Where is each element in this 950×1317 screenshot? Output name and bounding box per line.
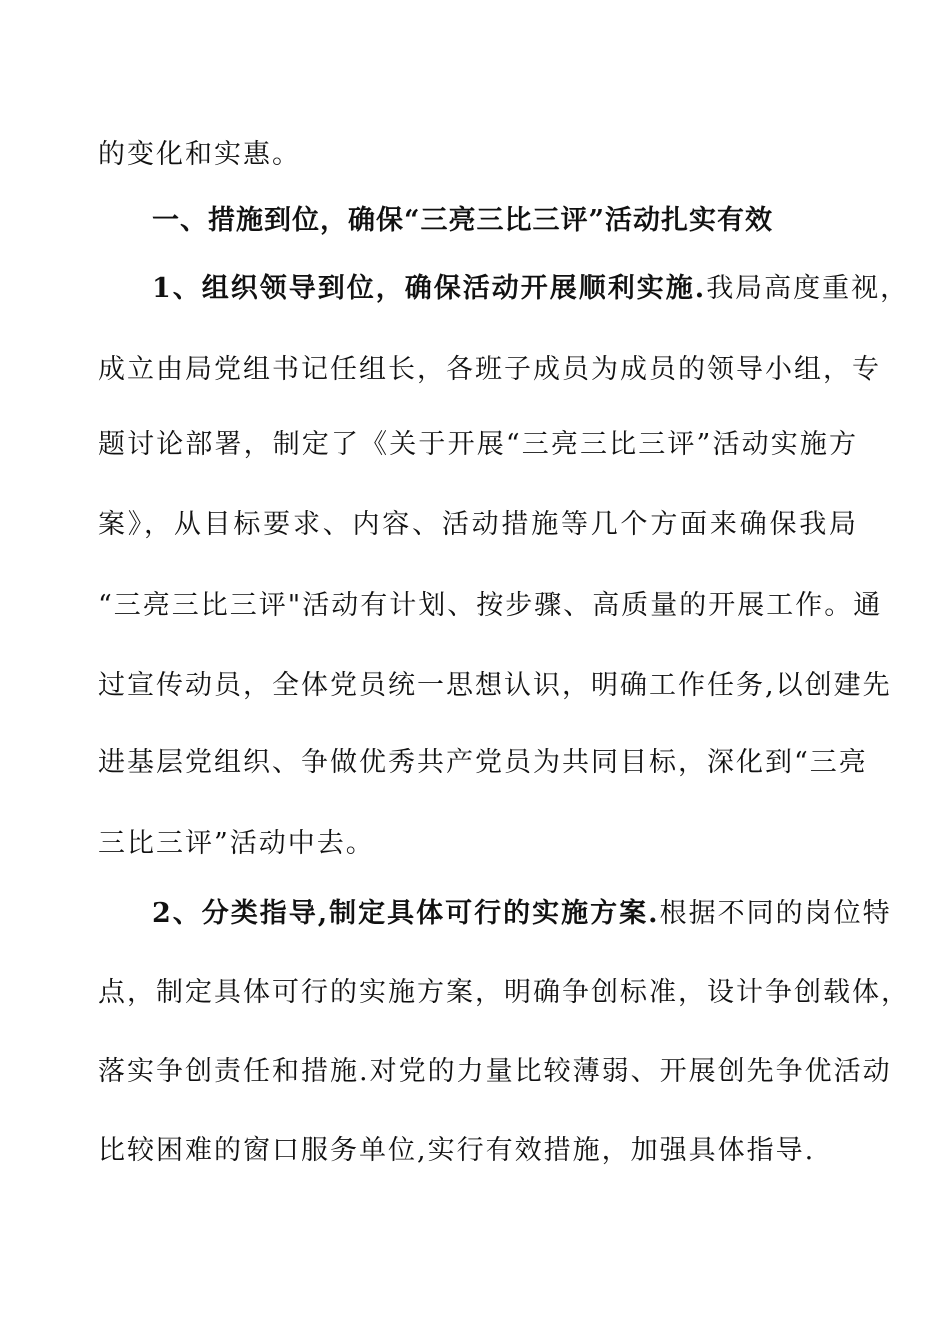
body-text-line: “三亮三比三评"活动有计划、按步骤、高质量的开展工作。通 xyxy=(98,590,883,621)
paragraph-2-first-line xyxy=(152,896,892,932)
body-text-line: 过宣传动员，全体党员统一思想认识，明确工作任务,以创建先 xyxy=(98,670,892,701)
paragraph-1-text: 我局高度重视， xyxy=(706,273,910,304)
body-text-line: 成立由局党组书记任组长，各班子成员为成员的领导小组，专 xyxy=(98,354,881,385)
body-text-line: 点，制定具体可行的实施方案，明确争创标准，设计争创载体， xyxy=(98,977,910,1008)
body-text-line: 进基层党组织、争做优秀共产党员为共同目标，深化到“三亮 xyxy=(98,747,868,778)
paragraph-2-text: 根据不同的岗位特 xyxy=(659,898,892,929)
body-text-line: 题讨论部署，制定了《关于开展“三亮三比三评”活动实施方 xyxy=(98,429,858,460)
section-heading: 一、措施到位，确保“三亮三比三评”活动扎实有效 xyxy=(152,205,774,236)
body-text-line: 比较困难的窗口服务单位,实行有效措施，加强具体指导. xyxy=(98,1135,816,1166)
body-text-line: 落实争创责任和措施.对党的力量比较薄弱、开展创先争优活动 xyxy=(98,1056,892,1087)
paragraph-1-first-line xyxy=(152,271,910,307)
paragraph-2-lead: 2、分类指导,制定具体可行的实施方案. xyxy=(152,898,660,929)
body-text-line: 案》，从目标要求、内容、活动措施等几个方面来确保我局 xyxy=(98,509,858,540)
body-text-line: 的变化和实惠。 xyxy=(98,139,301,170)
body-text-line: 三比三评”活动中去。 xyxy=(98,828,375,859)
paragraph-1-lead: 1、组织领导到位，确保活动开展顺利实施. xyxy=(152,273,707,304)
